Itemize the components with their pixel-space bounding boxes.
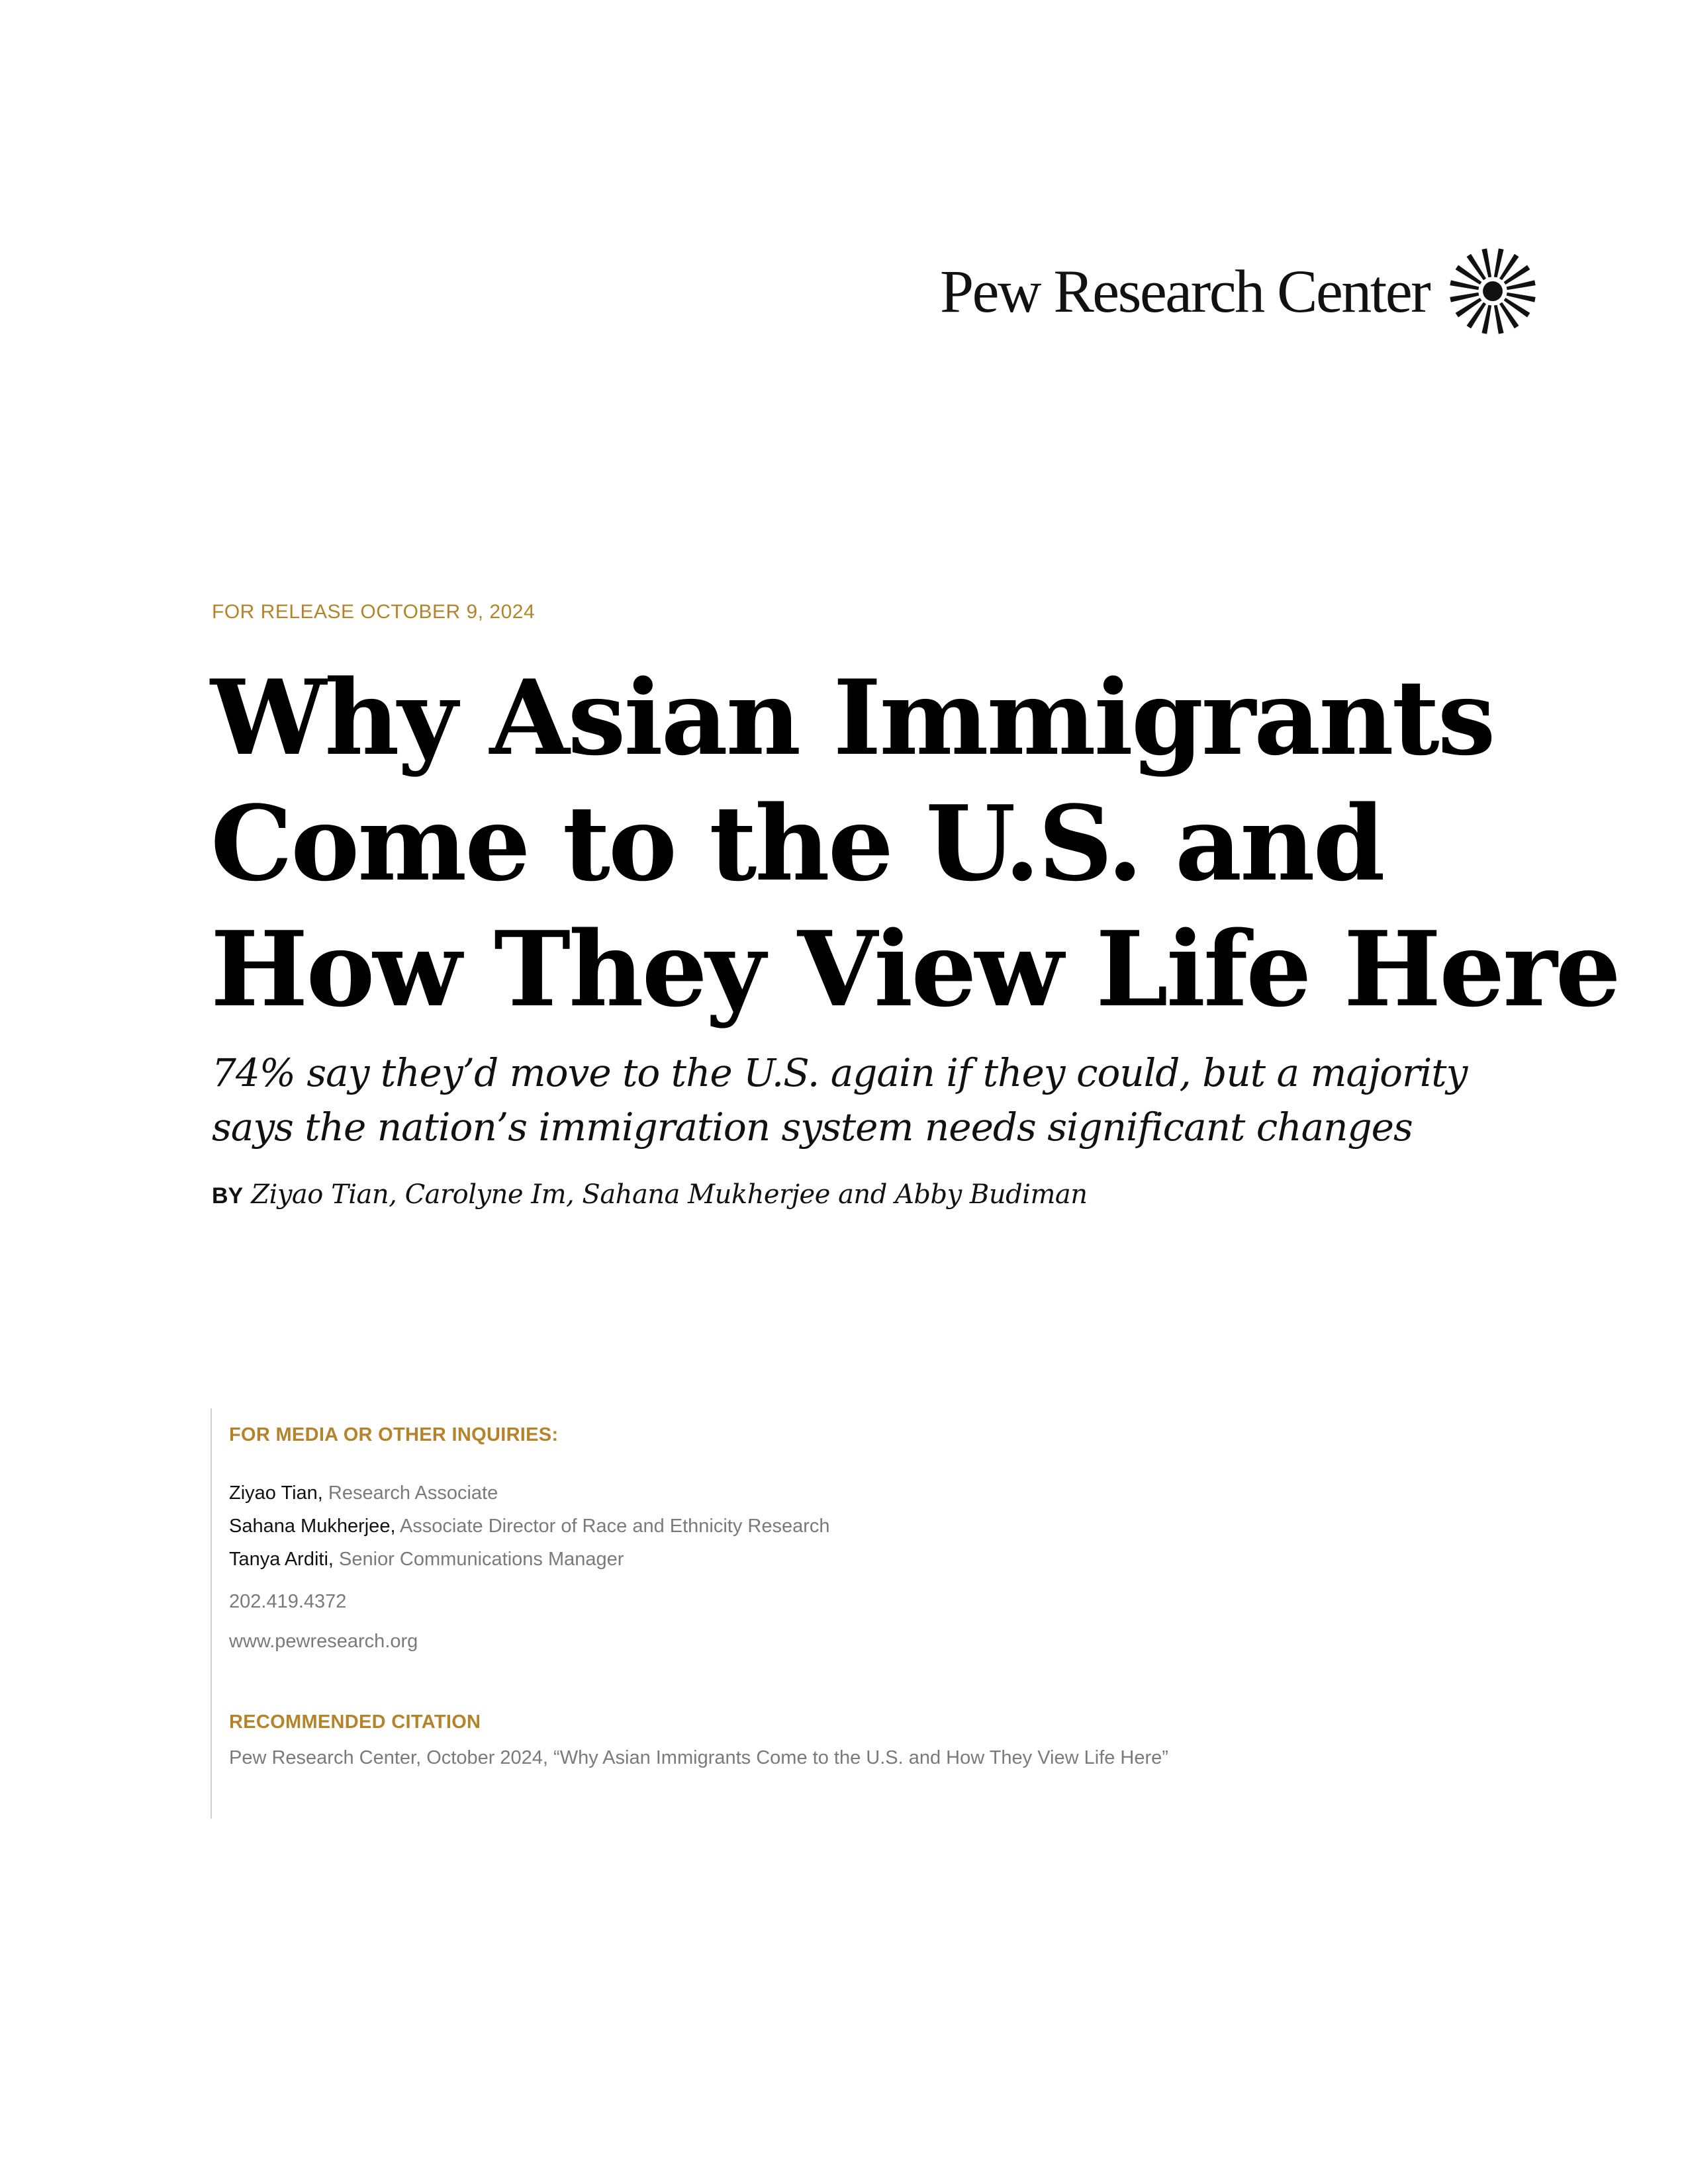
contact-role: Research Associate — [322, 1482, 498, 1504]
contact-name: Tanya Arditi, — [229, 1549, 334, 1570]
sunburst-ray — [1507, 293, 1536, 302]
release-date: FOR RELEASE OCTOBER 9, 2024 — [212, 601, 536, 623]
phone-number: 202.419.4372 — [229, 1591, 347, 1612]
title-line: Come to the U.S. and — [211, 783, 1383, 904]
title-line: How They View Life Here — [211, 909, 1619, 1030]
sunburst-ray — [1450, 293, 1479, 302]
pew-logo — [940, 246, 1538, 336]
report-title — [211, 655, 1619, 1032]
contact-name: Ziyao Tian, — [229, 1482, 323, 1504]
sunburst-ray — [1507, 280, 1536, 290]
sunburst-ray — [1494, 305, 1504, 334]
contact-sahana-mukherjee — [229, 1516, 830, 1537]
contact-ziyao-tian — [229, 1482, 498, 1504]
logo-wordmark: Pew Research Center — [940, 257, 1430, 325]
sunburst-ray — [1482, 248, 1492, 277]
contact-role: Senior Communications Manager — [333, 1549, 624, 1570]
media-contact-box — [211, 1408, 1271, 1819]
byline — [212, 1179, 1088, 1210]
contact-role: Associate Director of Race and Ethnicity Research — [395, 1516, 830, 1537]
contact-tanya-arditi — [229, 1549, 624, 1570]
citation-text: Pew Research Center, October 2024, “Why Asian Immigrants Come to the U.S. and How They View Life Here” — [229, 1747, 1168, 1768]
website-link[interactable]: www.pewresearch.org — [229, 1631, 418, 1652]
sunburst-ray — [1494, 248, 1504, 277]
sunburst-ray — [1482, 305, 1492, 334]
byline-authors: Ziyao Tian, Carolyne Im, Sahana Mukherjee and Abby Budiman — [251, 1179, 1088, 1210]
contact-name: Sahana Mukherjee, — [229, 1516, 396, 1537]
report-subtitle — [212, 1046, 1536, 1154]
byline-label: BY — [212, 1183, 244, 1208]
citation-heading: RECOMMENDED CITATION — [229, 1711, 481, 1733]
media-inquiries-heading: FOR MEDIA OR OTHER INQUIRIES: — [229, 1424, 559, 1445]
pew-sunburst-icon — [1448, 246, 1538, 336]
sunburst-ray — [1450, 280, 1479, 290]
title-line: Why Asian Immigrants — [211, 657, 1494, 778]
subtitle-line: says the nation’s immigration system needs significant changes — [212, 1105, 1413, 1150]
subtitle-line: 74% say they’d move to the U.S. again if they could, but a majority — [212, 1050, 1468, 1095]
